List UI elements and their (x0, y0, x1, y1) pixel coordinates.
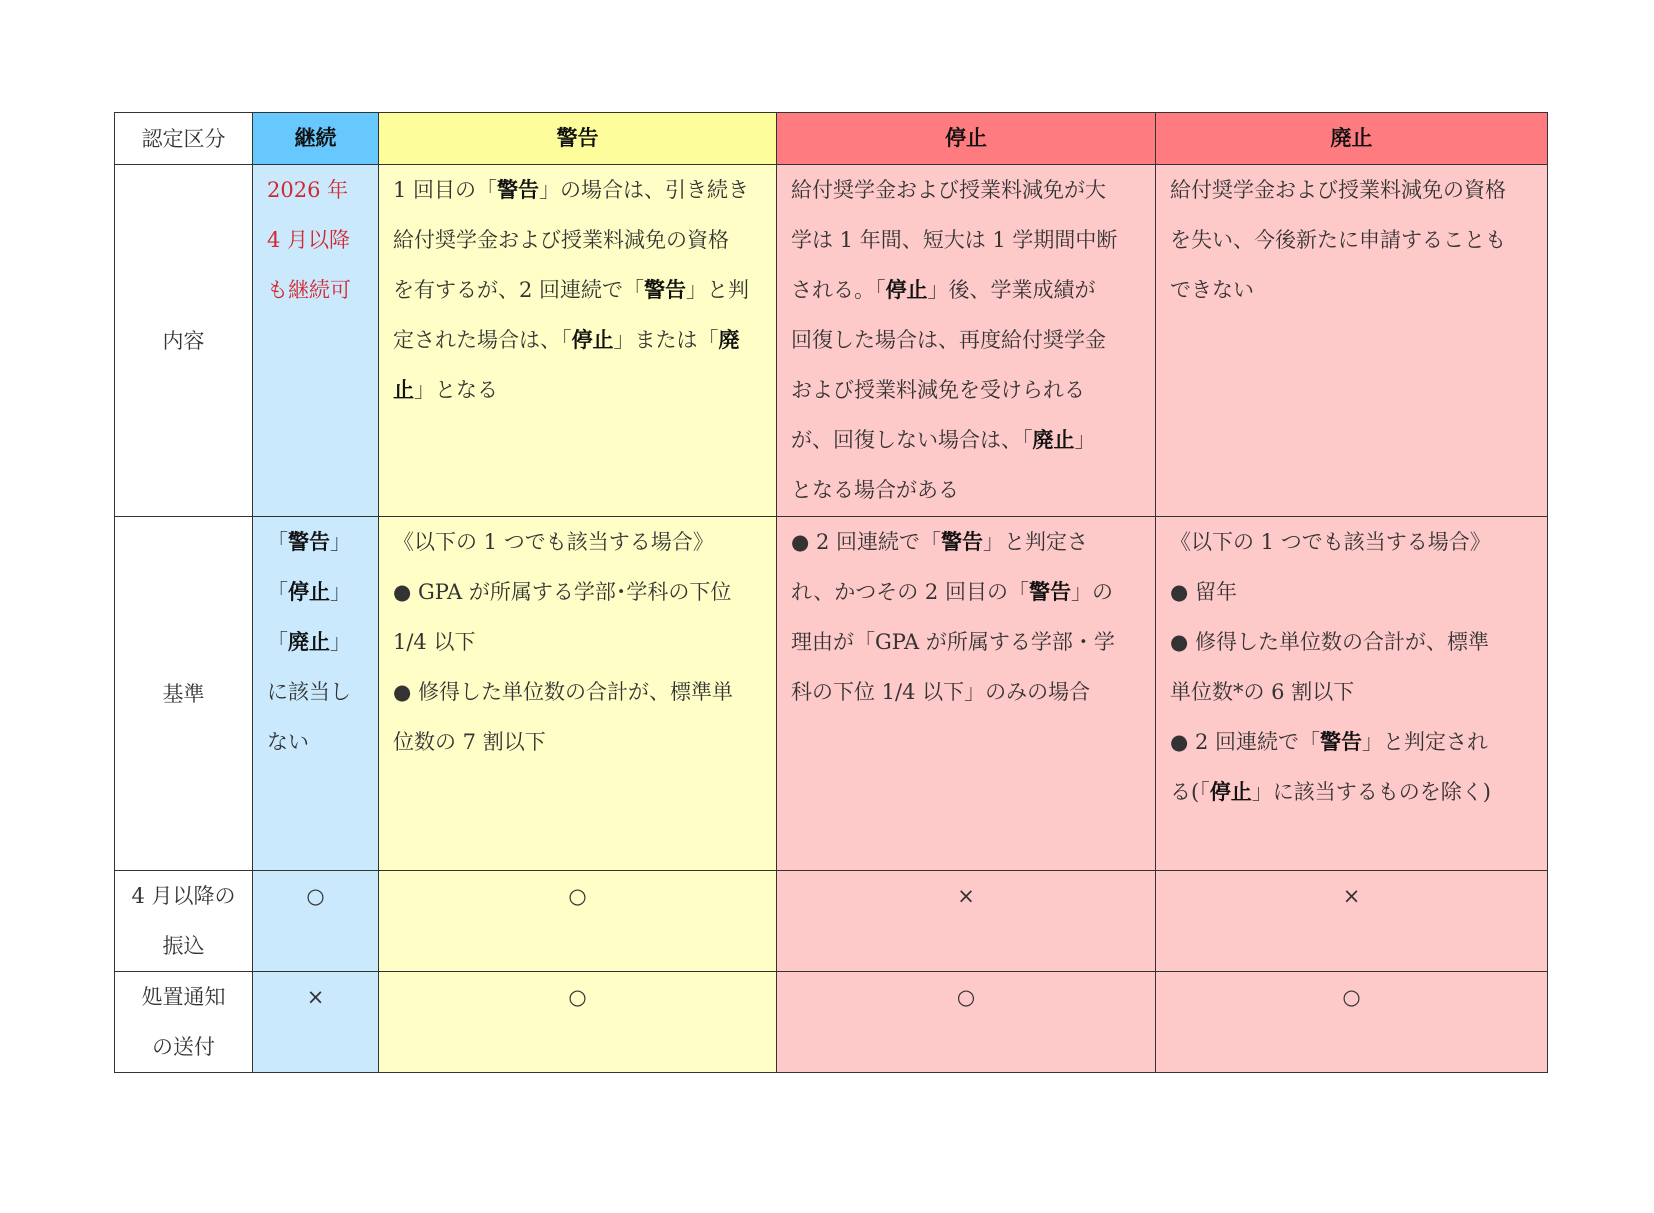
criteria-warning (379, 517, 777, 871)
content-warning-line: 給付奨学金および授業料減免の資格 (393, 228, 729, 252)
criteria-continue-line: 「警告」 (267, 530, 351, 554)
content-label: 内容 (115, 165, 253, 517)
transfer-continue-mark: ○ (253, 871, 379, 972)
content-suspend-line: が、回復しない場合は、「廃止」 (791, 428, 1096, 452)
content-warning-line: 1 回目の「警告」の場合は、引き続き (393, 178, 750, 202)
criteria-abolish-line: る(「停止」に該当するものを除く) (1170, 780, 1491, 804)
content-suspend-line: 学は 1 年間、短大は 1 学期間中断 (791, 228, 1118, 252)
criteria-suspend-line: ● 2 回連続で「警告」と判定さ (791, 530, 1089, 554)
certification-table (114, 112, 1548, 1073)
content-continue (253, 165, 379, 517)
criteria-row (115, 517, 1548, 871)
transfer-abolish-mark: × (1156, 871, 1548, 972)
content-row (115, 165, 1548, 517)
content-suspend-line: 回復した場合は、再度給付奨学金 (791, 328, 1106, 352)
criteria-suspend-line: れ、かつその 2 回目の「警告」の (791, 580, 1113, 604)
content-suspend-line: となる場合がある (791, 478, 959, 502)
content-suspend-line: 給付奨学金および授業料減免が大 (791, 178, 1106, 202)
criteria-continue-line: 「廃止」 (267, 630, 351, 654)
transfer-row (115, 871, 1548, 972)
content-continue-line: 2026 年 (267, 178, 349, 202)
content-abolish-line: を失い、今後新たに申請することも (1170, 228, 1506, 252)
content-warning-line: 止」となる (393, 378, 498, 402)
criteria-suspend-line: 理由が「GPA が所属する学部・学 (791, 630, 1115, 654)
criteria-abolish-line: 《以下の 1 つでも該当する場合》 (1170, 530, 1491, 554)
criteria-warning-line: ● 修得した単位数の合計が、標準単 (393, 680, 733, 704)
content-warning-line: 定された場合は、「停止」または「廃 (393, 328, 740, 352)
criteria-continue-line: ない (267, 730, 309, 754)
content-abolish-line: できない (1170, 278, 1254, 302)
content-warning (379, 165, 777, 517)
transfer-suspend-mark: × (777, 871, 1156, 972)
header-warning: 警告 (379, 113, 777, 165)
criteria-continue (253, 517, 379, 871)
notice-abolish-mark: ○ (1156, 972, 1548, 1073)
criteria-abolish-line: 単位数*の 6 割以下 (1170, 680, 1355, 704)
criteria-abolish-line: ● 留年 (1170, 580, 1237, 604)
notice-row (115, 972, 1548, 1073)
transfer-warning-mark: ○ (379, 871, 777, 972)
content-continue-line: も継続可 (267, 278, 351, 302)
criteria-continue-line: 「停止」 (267, 580, 351, 604)
notice-label: 処置通知 の送付 (115, 972, 253, 1073)
criteria-warning-line: 1/4 以下 (393, 630, 476, 654)
content-suspend (777, 165, 1156, 517)
criteria-suspend-line: 科の下位 1/4 以下」のみの場合 (791, 680, 1091, 704)
content-continue-line: 4 月以降 (267, 228, 351, 252)
header-category: 認定区分 (115, 113, 253, 165)
content-suspend-line: される。「停止」後、学業成績が (791, 278, 1096, 302)
criteria-label: 基準 (115, 517, 253, 871)
notice-warning-mark: ○ (379, 972, 777, 1073)
notice-continue-mark: × (253, 972, 379, 1073)
header-row (115, 113, 1548, 165)
criteria-abolish-line: ● 修得した単位数の合計が、標準 (1170, 630, 1489, 654)
content-suspend-line: および授業料減免を受けられる (791, 378, 1085, 402)
content-warning-line: を有するが、2 回連続で「警告」と判 (393, 278, 750, 302)
header-continue: 継続 (253, 113, 379, 165)
header-suspend: 停止 (777, 113, 1156, 165)
content-abolish (1156, 165, 1548, 517)
criteria-abolish-line: ● 2 回連続で「警告」と判定され (1170, 730, 1489, 754)
header-abolish: 廃止 (1156, 113, 1548, 165)
criteria-abolish (1156, 517, 1548, 871)
criteria-suspend (777, 517, 1156, 871)
criteria-warning-line: 位数の 7 割以下 (393, 730, 546, 754)
content-abolish-line: 給付奨学金および授業料減免の資格 (1170, 178, 1506, 202)
criteria-warning-line: ● GPA が所属する学部･学科の下位 (393, 580, 732, 604)
transfer-label: 4 月以降の 振込 (115, 871, 253, 972)
criteria-continue-line: に該当し (267, 680, 351, 704)
notice-suspend-mark: ○ (777, 972, 1156, 1073)
criteria-warning-line: 《以下の 1 つでも該当する場合》 (393, 530, 714, 554)
